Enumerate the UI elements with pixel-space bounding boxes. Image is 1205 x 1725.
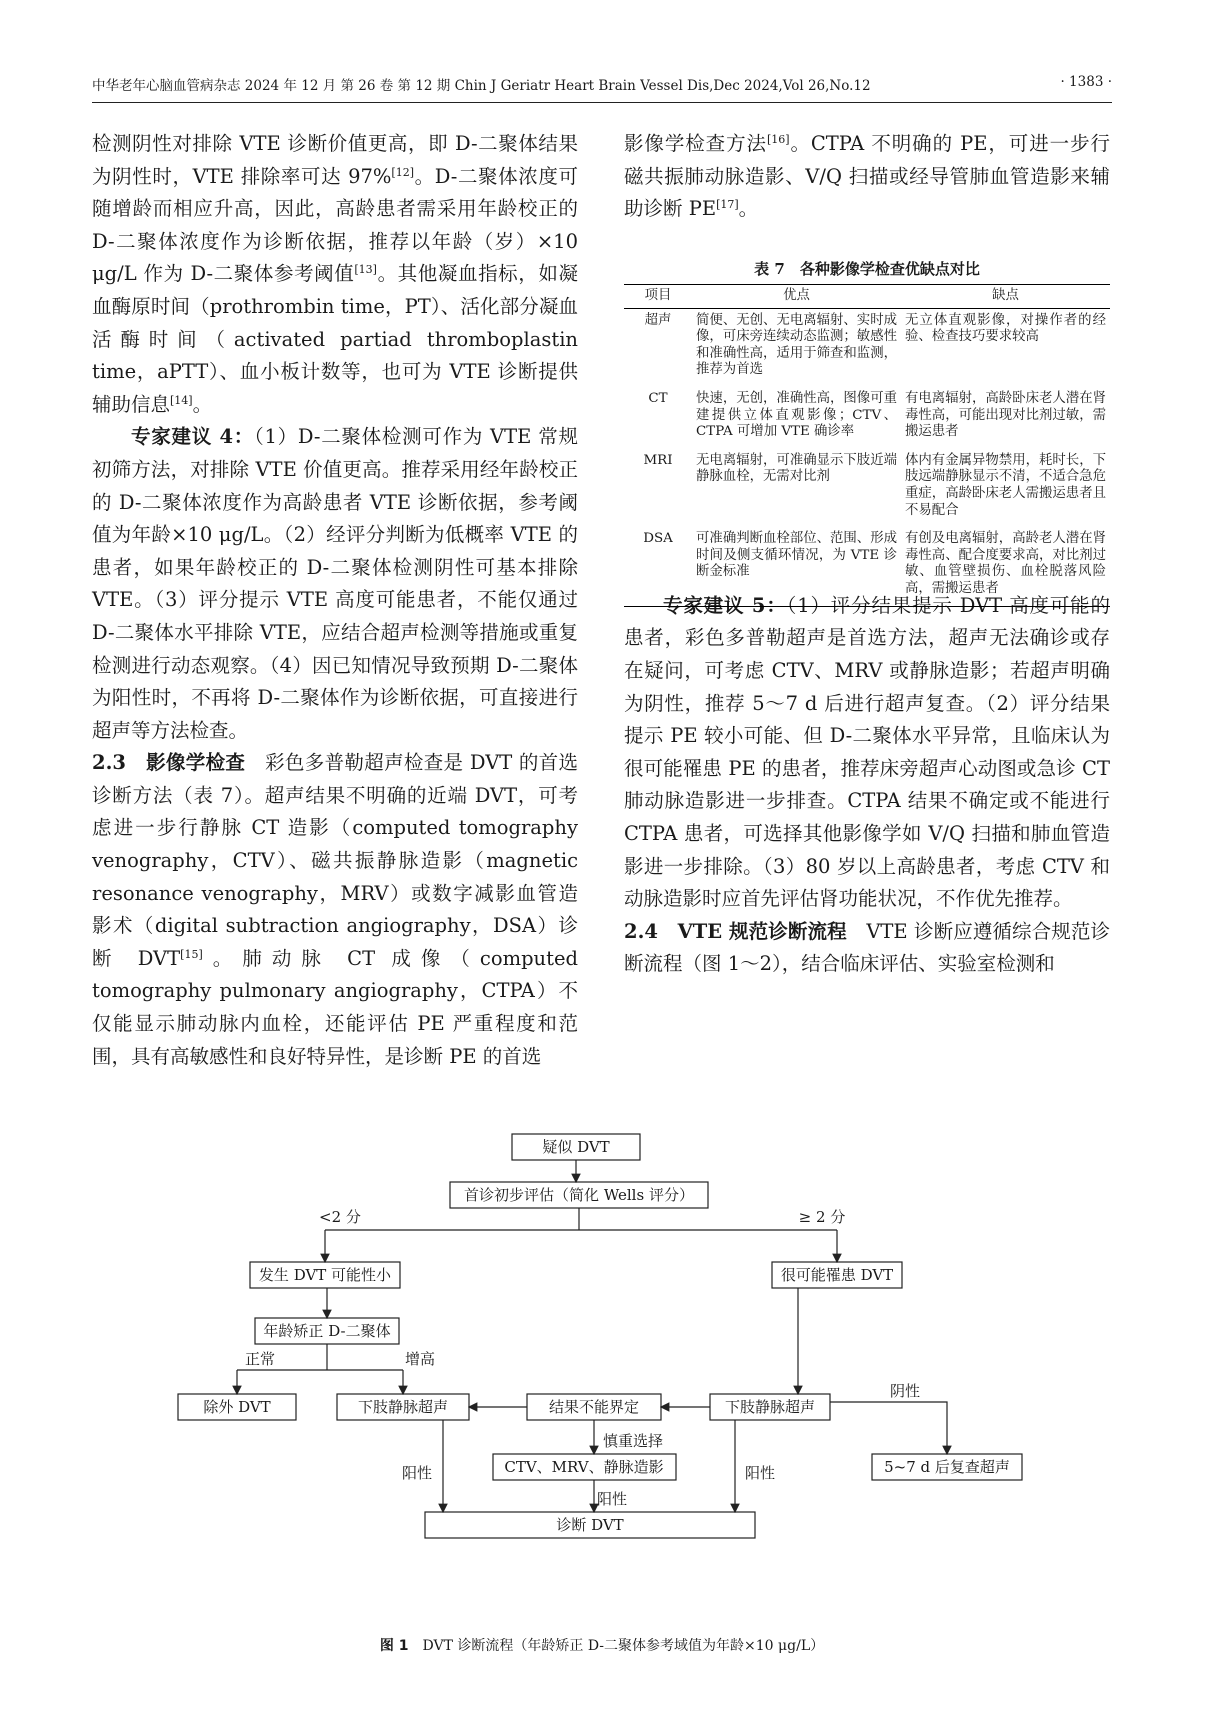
citation: [15]: [180, 947, 203, 961]
table-row: DSA 可准确判断血栓部位、范围、形成时间及侧支循环情况，为 VTE 诊断金标准 有创及电离辐射，高龄老人潜在肾毒性高、配合度要求高，对比剂过敏、血管壁损伤、血栓脱落风险高，需搬运患者: [624, 527, 1110, 606]
expert-advice-5: 专家建议 5：（1）评分结果提示 DVT 高度可能的患者，彩色多普勒超声是首选方法，超声无法确诊或存在疑问，可考虑 CTV、MRV 或静脉造影；若超声明确为阴性，推荐 5～7 d 后进行超声复查。（2）评分结果提示 PE 较小可能、但 D-二聚体水平异常，且临床认为很可能罹患 PE 的患者，推荐床旁超声心动图或急诊 CT 肺动脉造影进一步排查。CTPA 结果不确定或不能进行 CTPA 患者，可选择其他影像学如 V/Q 扫描和肺血管造影进一步排除。（3）80 岁以上高龄患者，考虑 CTV 和动脉造影时应首先评估肾功能状况，不作优先推荐。: [624, 593, 1111, 911]
header-rule: [92, 102, 1112, 103]
flow-text-suspect: 疑似 DVT: [542, 1138, 610, 1156]
table-caption: 表 7 各种影像学检查优缺点对比: [754, 260, 980, 278]
flow-label-raised: 增高: [404, 1350, 436, 1368]
citation: [17]: [716, 198, 739, 212]
flow-text-low: 发生 DVT 可能性小: [258, 1266, 392, 1284]
imaging-comparison-table: [624, 284, 1110, 607]
table-row: CT 快速，无创，准确性高，图像可重建提供立体直观影像；CTV、CTPA 可增加 VTE 确诊率 有电离辐射，高龄卧床老人潜在肾毒性高，可能出现对比剂过敏，需搬运患者: [648, 390, 1106, 440]
section-2-3: 2.3 影像学检查 彩色多普勒超声检查是 DVT 的首选诊断方法（表 7）。超声结果不明确的近端 DVT，可考虑进一步行静脉 CT 造影（computed tomography venography，CTV）、磁共振静脉造影（magnetic resonance venography，MRV）或数字减影血管造影术（digital subtraction angiography，DSA）诊断 DVT[15]。肺动脉 CT 成像（computed tomography pulmonary angiography，CTPA）不仅能显示肺动脉内血栓，还能评估 PE 严重程度和范围，具有高敏感性和良好特异性，是诊断 PE 的首选: [92, 751, 578, 1068]
left-column: [92, 128, 578, 1073]
journal-info: 中华老年心脑血管病杂志 2024 年 12 月 第 26 卷 第 12 期 Chin J Geriatr Heart Brain Vessel Dis,Dec 2024,Vol 26,No.12: [92, 78, 871, 94]
flow-label-positive-left: 阳性: [401, 1464, 433, 1482]
flow-text-recheck: 5~7 d 后复查超声: [884, 1458, 1010, 1476]
column-header: 项目: [624, 285, 692, 309]
citation: [14]: [170, 393, 193, 407]
citation: [13]: [354, 263, 377, 277]
figure-caption: 图 1 DVT 诊断流程（年龄矫正 D-二聚体参考域值为年龄×10 μg/L）: [379, 1638, 825, 1654]
flow-label-careful: 慎重选择: [602, 1432, 664, 1450]
figure-label: 图 1: [379, 1638, 409, 1654]
flow-text-high: 很可能罹患 DVT: [780, 1266, 894, 1284]
section-title: 2.3 影像学检查: [92, 751, 246, 775]
running-header: [92, 70, 1112, 96]
flow-text-us-right: 下肢静脉超声: [724, 1398, 816, 1416]
column-header: 优点: [692, 285, 901, 309]
flow-label-positive-right: 阳性: [744, 1464, 776, 1482]
flow-text-ddimer: 年龄矫正 D-二聚体: [263, 1322, 391, 1340]
flow-text-ctv: CTV、MRV、静脉造影: [504, 1458, 664, 1476]
column-header: 缺点: [901, 285, 1110, 309]
table-row: MRI 无电离辐射，可准确显示下肢近端静脉血栓，无需对比剂 体内有金属异物禁用，耗时长，下肢远端静脉显示不清，不适合急危重症，高龄卧床老人需搬运患者且不易配合: [643, 452, 1106, 518]
page-number: · 1383 ·: [1060, 74, 1112, 90]
flow-label-negative: 阴性: [889, 1382, 921, 1400]
flow-label-lt2: <2 分: [319, 1208, 361, 1226]
flow-text-excluded: 除外 DVT: [203, 1398, 271, 1416]
paragraph-ctpa: 影像学检查方法[16]。CTPA 不明确的 PE，可进一步行磁共振肺动脉造影、V/Q 扫描或经导管肺血管造影来辅助诊断 PE[17]。: [624, 132, 1110, 221]
flow-text-initial: 首诊初步评估（简化 Wells 评分）: [464, 1186, 694, 1204]
flow-text-diagnose: 诊断 DVT: [556, 1516, 624, 1534]
expert-advice-4: 专家建议 4：（1）D-二聚体检测可作为 VTE 常规初筛方法，对排除 VTE 价值更高。推荐采用经年龄校正的 D-二聚体浓度作为高龄患者 VTE 诊断依据，参考阈值为年龄×10 μg/L。（2）经评分判断为低概率 VTE 的患者，如果年龄校正的 D-二聚体检测阴性可基本排除 VTE。（3）评分提示 VTE 高度可能患者，不能仅通过 D-二聚体水平排除 VTE，应结合超声检测等措施或重复检测进行动态观察。（4）因已知情况导致预期 D-二聚体为阳性时，不再将 D-二聚体作为诊断依据，可直接进行超声等方法检查。: [92, 425, 579, 742]
flow-label-ge2: ≥ 2 分: [798, 1208, 846, 1226]
flow-text-undetermined: 结果不能界定: [548, 1398, 640, 1416]
citation: [12]: [391, 165, 415, 179]
section-2-4: 2.4 VTE 规范诊断流程 VTE 诊断应遵循综合规范诊断流程（图 1～2），结合临床评估、实验室检测和: [624, 919, 1110, 976]
flow-label-positive-mid: 阳性: [596, 1490, 628, 1508]
dvt-flowchart: [0, 1120, 1205, 1630]
paragraph-ddimer: 检测阴性对排除 VTE 诊断价值更高，即 D-二聚体结果为阴性时，VTE 排除率可达 97%[12]。D-二聚体浓度可随增龄而相应升高，因此，高龄患者需采用年龄校正的 D-二聚体浓度作为诊断依据，推荐以年龄（岁）×10 μg/L 作为 D-二聚体参考阈值[13]。其他凝血指标，如凝血酶原时间（prothrombin time，PT）、活化部分凝血活酶时间（activated partiad thromboplastin time，aPTT）、血小板计数等，也可为 VTE 诊断提供辅助信息[14]。: [92, 132, 579, 416]
table-row: 超声 简便、无创、无电离辐射、实时成像，可床旁连续动态监测；敏感性和准确性高，适用于筛查和监测，推荐为首选 无立体直观影像，对操作者的经验、检查技巧要求较高: [644, 312, 1106, 378]
flow-label-normal: 正常: [244, 1350, 276, 1368]
section-title: 2.4 VTE 规范诊断流程: [624, 919, 847, 943]
citation: [16]: [766, 133, 790, 146]
flow-text-us-left: 下肢静脉超声: [357, 1398, 449, 1416]
